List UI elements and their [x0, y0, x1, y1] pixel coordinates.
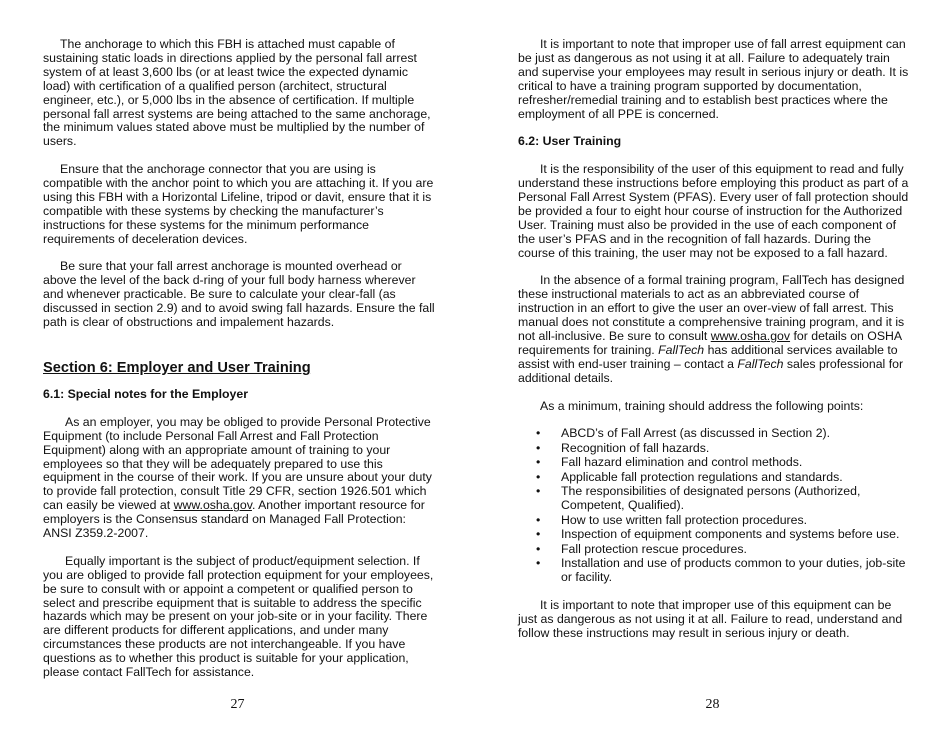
anchorage-load-paragraph: The anchorage to which this FBH is attached must capable of sustaining static loads in directions applied by the personal fall arrest system of at least 3,600 lbs (or at least twice the expected dynamic load) with certification of a qualified person (architect, structural engineer, etc.), or 5,000 lbs in the absence of certification. If multiple personal fall arrest systems are being attached to the same anchorage, the minimum values stated above must be multiplied by the number of users. [43, 37, 431, 149]
training-point: • Applicable fall protection regulations and standards. [561, 471, 910, 485]
training-point: • How to use written fall protection procedures. [561, 514, 910, 528]
training-point: • Recognition of fall hazards. [561, 442, 910, 456]
osha-link[interactable]: www.osha.gov [173, 498, 252, 513]
training-point: • The responsibilities of designated persons (Authorized, Competent, Qualified). [561, 485, 910, 513]
formal-training-text-1: In the absence of a formal training program, FallTech has designed these instructional materials to act as an abbreviated course of instruction in an effort to give the user an over-view of fall arrest. This manual does not constitute a comprehensive training program, and it is not all-inclusive. Be sure to consult [518, 273, 905, 343]
formal-training-paragraph [518, 274, 910, 385]
subsection-6-1-title: 6.1: Special notes for the Employer [43, 387, 249, 401]
formal-training-text-4: sales professional for additional details. [518, 356, 904, 385]
anchorage-compatibility-paragraph: Ensure that the anchorage connector that you are using is compatible with the anchor point to which you are attaching it. If you are using this FBH with a Horizontal Lifeline, tripod or davit, ensure that it is compatible with these systems by checking the manufacturer’s instructions for these systems for the minimum performance requirements of deceleration devices. [43, 162, 434, 246]
employer-ppe-text-2: . Another important resource for employers is the Consensus standard on Managed Fall Protection: ANSI Z359.2-2007. [43, 498, 425, 541]
training-point: • ABCD’s of Fall Arrest (as discussed in Section 2). [561, 427, 910, 441]
right-page-content [518, 38, 910, 655]
training-point: • Inspection of equipment components and systems before use. [561, 528, 910, 542]
employer-ppe-text-1: As an employer, you may be obliged to provide Personal Protective Equipment (to include Personal Fall Arrest and Fall Protection Equipment) along with an appropriate amount of training to your employees so that they will be adequately prepared to use this equipment in the course of their work. If you are unsure about your duty to provide fall protection, consult Title 29 CFR, section 1926.501 which can easily be viewed at [43, 414, 432, 513]
page-number-right: 28 [705, 697, 720, 712]
equipment-selection-paragraph: Equally important is the subject of product/equipment selection. If you are obliged to provide fall protection equipment for your employees, be sure to consult with or appoint a competent or qualified person to select and prescribe equipment that is suitable to address the specific hazards which may be present on your job-site or in your facility. There are different products for different applications, and under many circumstances these products are not interchangeable. If you have questions as to whether this product is suitable for your application, please contact FallTech for assistance. [43, 553, 434, 680]
formal-training-text-3: has additional services available to assist with end-user training – contact a [518, 342, 898, 371]
training-points-list [518, 427, 910, 585]
falltech-name-1: FallTech [658, 342, 705, 357]
training-point: • Installation and use of products common to your duties, job-site or facility. [561, 557, 910, 585]
anchorage-mounting-paragraph: Be sure that your fall arrest anchorage is mounted overhead or above the level of the back d-ring of your full body harness wherever and whenever practicable. Be sure to calculate your clear-fall (as discussed in section 2.9) and to avoid swing fall hazards. Ensure the fall path is clear of obstructions and impalement hazards. [43, 259, 435, 330]
training-point: • Fall protection rescue procedures. [561, 543, 910, 557]
formal-training-text-2: for details on OSHA requirements for training. [518, 328, 902, 357]
page-number-left: 27 [230, 697, 245, 712]
employer-ppe-paragraph [43, 416, 435, 541]
section-6-title: Section 6: Employer and User Training [43, 360, 311, 376]
falltech-name-2: FallTech [737, 356, 784, 371]
subsection-6-2-title: 6.2: User Training [518, 134, 622, 149]
improper-use-intro-paragraph: It is important to note that improper use of fall arrest equipment can be just as dangerous as not using it at all. Failure to adequately train and supervise your employees may result in serious injury or death. It is critical to have a training program supported by documentation, refresher/remedial training and to establish best practices where the employment of all PPE is concerned. [518, 37, 909, 121]
right-page [475, 0, 950, 731]
training-point: • Fall hazard elimination and control methods. [561, 456, 910, 470]
training-intro: As a minimum, training should address the following points: [540, 398, 864, 413]
closing-warning-paragraph: It is important to note that improper use of this equipment can be just as dangerous as not using it at all. Failure to read, understand and follow these instructions may result in serious injury or death. [518, 597, 903, 640]
left-page-content [43, 38, 435, 694]
user-responsibility-paragraph: It is the responsibility of the user of this equipment to read and fully understand these instructions before employing this product as part of a Personal Fall Arrest System (PFAS). Every user of fall protection should be provided a four to eight hour course of instruction for the Authorized User. Training must also be provided in the use of each component of the user’s PFAS and in the recognition of fall hazards. During the course of this training, the user may not be exposed to a fall hazard. [518, 162, 909, 260]
osha-link-right[interactable]: www.osha.gov [710, 328, 791, 343]
